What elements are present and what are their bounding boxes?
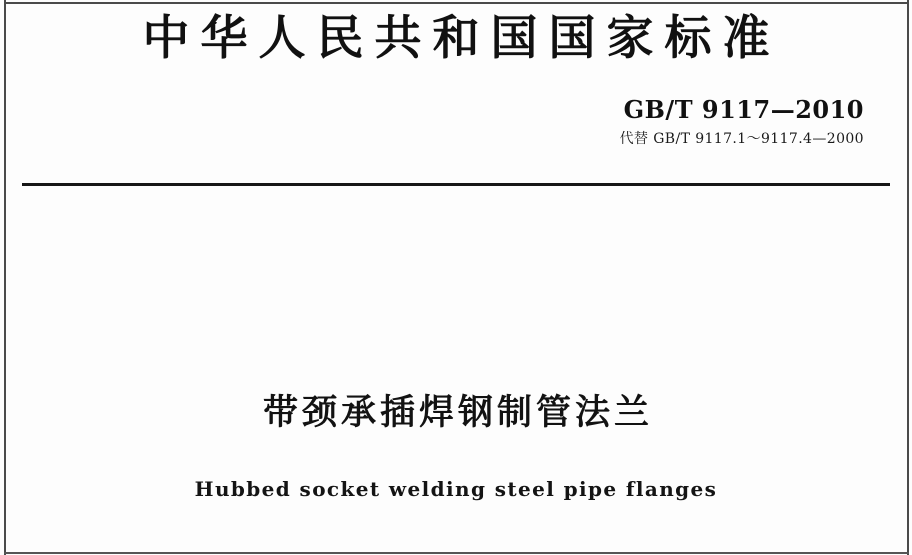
standard-number: GB/T 9117—2010 bbox=[623, 95, 864, 124]
document-title-english: Hubbed socket welding steel pipe flanges bbox=[194, 477, 718, 501]
page-border-bottom bbox=[4, 552, 909, 554]
page-border-left bbox=[4, 0, 6, 555]
header-divider-rule bbox=[22, 183, 890, 186]
page-border-top bbox=[4, 2, 909, 4]
page-border-right bbox=[907, 0, 909, 555]
standard-number-block bbox=[620, 96, 864, 148]
national-standard-heading: 中华人民共和国国家标准 bbox=[142, 11, 781, 66]
document-title-chinese: 带颈承插焊钢制管法兰 bbox=[262, 393, 653, 433]
standard-replaces-note: 代替 GB/T 9117.1～9117.4—2000 bbox=[619, 130, 864, 147]
